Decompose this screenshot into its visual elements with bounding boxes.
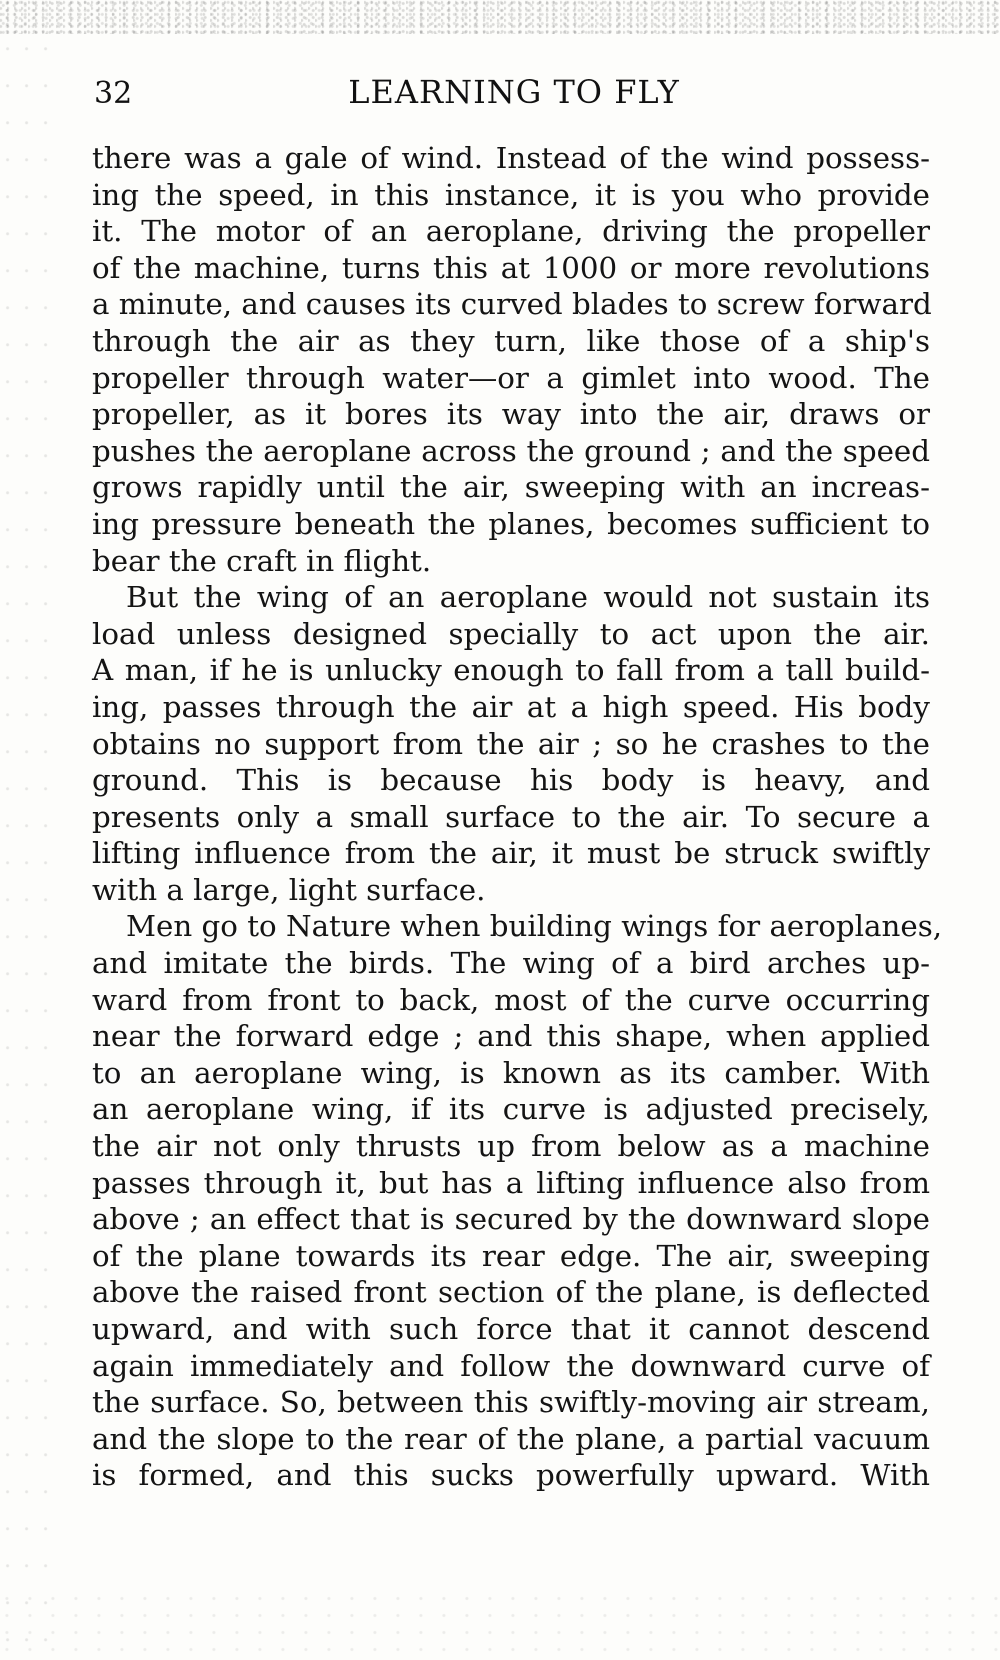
text-line: propeller, as it bores its way into the air, draws or: [92, 397, 930, 432]
text-line: there was a gale of wind. Instead of the wind possess-: [92, 141, 930, 175]
text-line: passes through it, but has a lifting influence also from: [92, 1165, 930, 1200]
text-line: and the slope to the rear of the plane, a partial vacuum: [92, 1421, 930, 1456]
text-line: to an aeroplane wing, is known as its camber. With: [92, 1055, 930, 1090]
text-line: of the machine, turns this at 1000 or more revolutions: [92, 250, 930, 285]
text-line: near the forward edge ; and this shape, when applied: [92, 1019, 930, 1054]
text-line: above the raised front section of the plane, is deflected: [92, 1275, 930, 1310]
paragraph-end-line: with a large, light surface.: [92, 872, 486, 907]
running-head: LEARNING TO FLY: [348, 73, 680, 111]
text-line: ing pressure beneath the planes, becomes sufficient to: [92, 506, 930, 541]
text-line: is formed, and this sucks powerfully upward. With: [92, 1458, 930, 1493]
text-line: presents only a small surface to the air. To secure a: [92, 799, 930, 834]
text-line: ing, passes through the air at a high speed. His body: [92, 689, 930, 724]
page-edge-speckle-bottom: [0, 1590, 1000, 1660]
page-number: 32: [94, 76, 133, 111]
text-line: above ; an effect that is secured by the downward slope: [92, 1202, 930, 1237]
page-edge-speckle-left: [0, 34, 60, 1660]
text-line: again immediately and follow the downward curve of: [92, 1348, 930, 1383]
text-line: load unless designed specially to act upon the air.: [92, 616, 930, 651]
text-line: it. The motor of an aeroplane, driving the propeller: [92, 214, 930, 249]
text-line: a minute, and causes its curved blades to screw forward: [92, 287, 932, 322]
text-line: lifting influence from the air, it must be struck swiftly: [92, 836, 930, 871]
paragraph-end-line: bear the craft in flight.: [92, 543, 432, 578]
text-line: obtains no support from the air ; so he crashes to the: [92, 726, 930, 761]
text-line: and imitate the birds. The wing of a bird arches up-: [92, 946, 930, 981]
text-line: A man, if he is unlucky enough to fall from a tall build-: [92, 653, 930, 688]
body-text: [92, 140, 943, 1494]
text-line: through the air as they turn, like those of a ship's: [92, 323, 930, 358]
text-line: ground. This is because his body is heavy, and: [92, 763, 930, 798]
text-line: the surface. So, between this swiftly-moving air stream,: [92, 1385, 930, 1420]
paragraph-start-line: Men go to Nature when building wings for aeroplanes,: [126, 909, 943, 944]
text-line: propeller through water—or a gimlet into wood. The: [92, 360, 930, 395]
text-line: ing the speed, in this instance, it is you who provide: [92, 177, 930, 212]
page-header: [94, 70, 934, 120]
page-edge-speckle-top: [0, 0, 1000, 34]
text-line: of the plane towards its rear edge. The air, sweeping: [92, 1238, 930, 1273]
paragraph-start-line: But the wing of an aeroplane would not sustain its: [126, 580, 930, 615]
text-line: an aeroplane wing, if its curve is adjusted precisely,: [92, 1092, 930, 1127]
text-line: the air not only thrusts up from below as a machine: [92, 1129, 930, 1164]
text-line: upward, and with such force that it cannot descend: [92, 1312, 930, 1346]
text-line: grows rapidly until the air, sweeping with an increas-: [92, 470, 930, 505]
text-line: pushes the aeroplane across the ground ; and the speed: [92, 433, 930, 468]
text-line: ward from front to back, most of the curve occurring: [92, 982, 930, 1017]
